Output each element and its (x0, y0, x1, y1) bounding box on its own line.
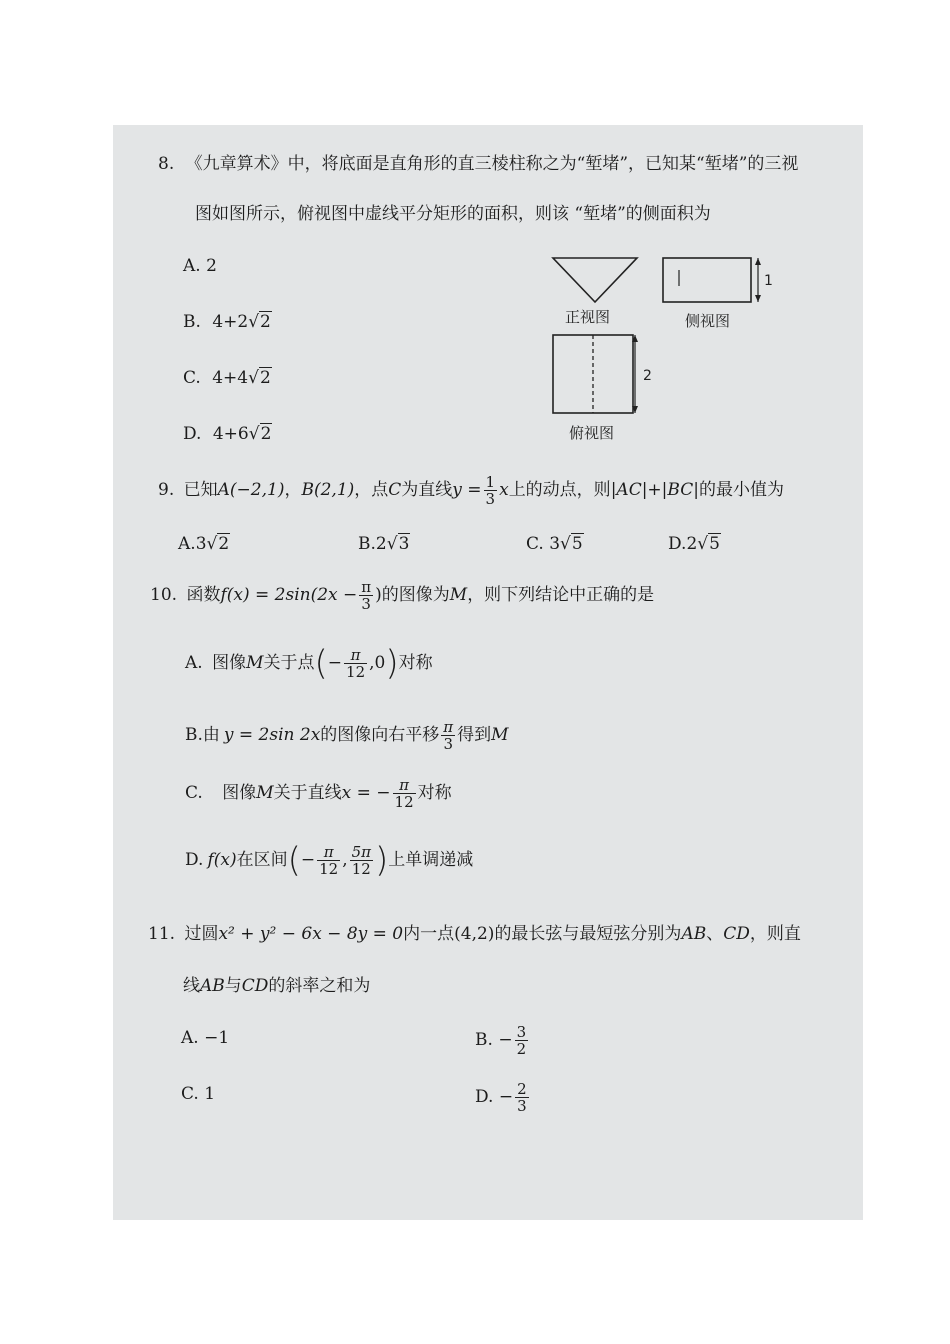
q11-option-a: A. −1 (181, 1028, 230, 1048)
q8-stem-line1: 《九章算术》中，将底面是直角形的直三棱柱称之为“堑堵”，已知某“堑堵”的三视 (185, 154, 799, 174)
q10-option-b: B.由 y = 2sin 2x的图像向右平移 $\frac{\pi}{3}$ 得到M (185, 718, 509, 753)
q8-stem-line2: 图如图所示，俯视图中虚线平分矩形的面积，则该 “堑堵”的侧面积为 (195, 204, 711, 224)
q8-line1 (158, 153, 798, 175)
q11-stem-line1: 11. 过圆x² + y² − 6x − 8y = 0内一点(4,2)的最长弦与最短弦分别为AB、CD，则直 (148, 924, 801, 944)
q10-option-a: A. 图像M关于点(− $\frac{\pi}{12}$ ,0)对称 (185, 643, 433, 684)
q8-option-c: C. 4+4√2 (183, 368, 271, 388)
side-view-label: 侧视图 (685, 312, 731, 330)
q10-option-d: D. f(x)在区间(− $\frac{\pi}{12}$ , $\frac{5\pi}{12}$ )上单调递减 (185, 840, 474, 881)
side-view-dim: 1 (764, 273, 773, 289)
q9-stem: 9. 已知A(−2,1)，B(2,1)，点C为直线y = $\frac{1}{3}$ x上的动点，则|AC|+|BC|的最小值为 (158, 473, 784, 508)
three-view-figure (543, 250, 783, 450)
front-view-label: 正视图 (565, 308, 611, 326)
q8-option-d: D. 4+6√2 (183, 424, 272, 444)
side-view-rect (663, 258, 751, 302)
q8-number: 8. (158, 154, 175, 174)
top-view-dim: 2 (643, 368, 652, 384)
q9-option-d: D.2√5 (668, 534, 720, 554)
q9-option-a: A.3√2 (178, 534, 230, 554)
q10-option-c: C. 图像M关于直线x = − $\frac{\pi}{12}$ 对称 (185, 776, 452, 811)
q11-stem-line2: 线AB与CD的斜率之和为 (183, 976, 371, 996)
q8-option-b: B. 4+2√2 (183, 312, 271, 332)
q11-option-d: D. − $\frac{2}{3}$ (475, 1080, 527, 1115)
q11-option-c: C. 1 (181, 1084, 216, 1104)
q9-option-b: B.2√3 (358, 534, 410, 554)
top-view-label: 俯视图 (569, 424, 615, 442)
front-view-triangle (553, 258, 637, 302)
q10-stem: 10. 函数f(x) = 2sin(2x − $\frac{\pi}{3}$ )的图像为M，则下列结论中正确的是 (150, 578, 655, 613)
q9-option-c: C. 3√5 (526, 534, 583, 554)
exam-page (113, 125, 863, 1220)
q8-option-a: A. 2 (183, 256, 217, 276)
q11-option-b: B. − $\frac{3}{2}$ (475, 1023, 527, 1058)
